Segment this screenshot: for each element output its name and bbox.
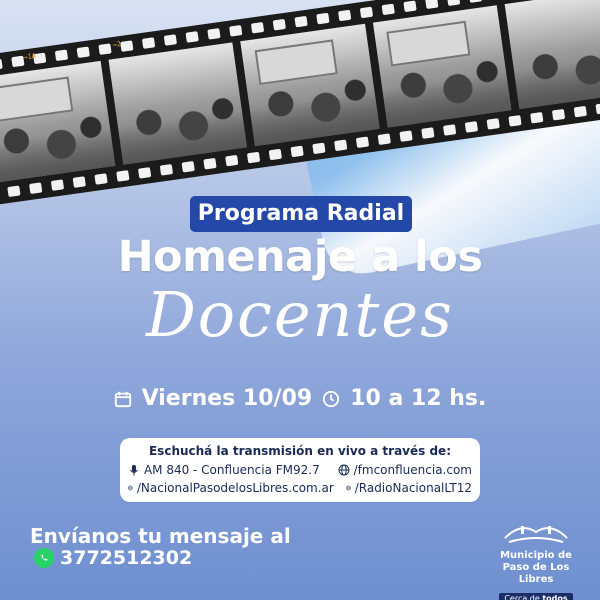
message-cta: Envíanos tu mensaje al bbox=[30, 524, 291, 548]
listen-box bbox=[120, 438, 480, 502]
web-link-3[interactable]: /RadioNacionalLT12 bbox=[354, 481, 473, 495]
logo-tagline-strong: todos bbox=[542, 594, 568, 600]
headline: Homenaje a los bbox=[117, 232, 483, 282]
bridge-logo-icon bbox=[501, 518, 571, 546]
microphone-icon bbox=[128, 464, 140, 476]
phone-line bbox=[34, 547, 192, 569]
listen-title: Eschuchá la transmisión en vivo a través de: bbox=[148, 444, 451, 458]
photo-classroom-4 bbox=[373, 5, 512, 127]
program-badge: Programa Radial bbox=[190, 196, 412, 232]
schedule-time: 10 a 12 hs. bbox=[350, 386, 487, 411]
film-mark: →2 bbox=[111, 39, 122, 50]
whatsapp-icon bbox=[34, 548, 54, 568]
film-mark: →1A bbox=[22, 51, 37, 62]
municipality-logo bbox=[486, 518, 586, 600]
globe-icon bbox=[346, 482, 351, 494]
logo-tagline bbox=[499, 593, 572, 600]
schedule bbox=[0, 386, 600, 411]
logo-line-2: Paso de Los Libres bbox=[502, 562, 570, 585]
globe-icon bbox=[338, 464, 350, 476]
web-link-2[interactable]: /NacionalPasodelosLibres.com.ar bbox=[136, 481, 334, 495]
logo-tagline-pre: Cerca de bbox=[504, 594, 543, 600]
web-link-1[interactable]: /fmconfluencia.com bbox=[353, 463, 472, 477]
calendar-icon bbox=[114, 390, 132, 408]
schedule-day: Viernes 10/09 bbox=[141, 386, 313, 411]
logo-line-1: Municipio de bbox=[500, 550, 572, 561]
photo-classroom-1 bbox=[0, 61, 115, 183]
listen-row-1 bbox=[128, 463, 472, 477]
listen-row-2 bbox=[128, 481, 472, 495]
globe-icon bbox=[128, 482, 133, 494]
am-fm-label: AM 840 - Confluencia FM92.7 bbox=[143, 463, 320, 477]
headline-script: Docentes bbox=[146, 278, 454, 351]
photo-classroom-3 bbox=[240, 24, 379, 146]
photo-classroom-2 bbox=[108, 39, 247, 164]
photo-classroom-5 bbox=[505, 0, 600, 109]
phone-number[interactable]: 3772512302 bbox=[60, 547, 193, 569]
clock-icon bbox=[322, 390, 340, 408]
